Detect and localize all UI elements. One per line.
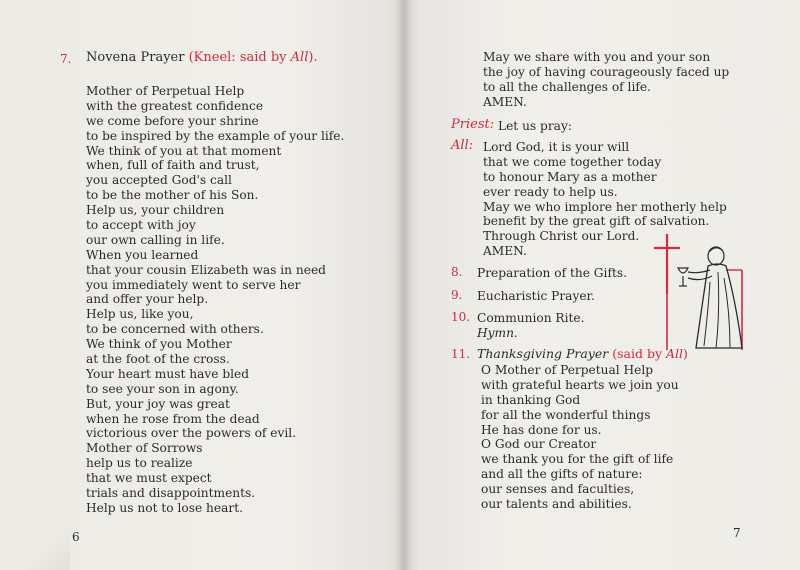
closing-line: AMEN. [483, 94, 527, 109]
page-number-right: 7 [733, 526, 741, 540]
prayer-line: But, your joy was great [86, 396, 230, 411]
item-number-7: 7. [60, 52, 72, 66]
item-number-8: 8. [451, 265, 463, 279]
heading-lead: Novena Prayer [86, 50, 185, 65]
prayer-line: Your heart must have bled [86, 366, 250, 381]
thanksgiving-line: O Mother of Perpetual Help [481, 363, 654, 377]
collect-line: Through Christ our Lord. [483, 229, 640, 244]
prayer-line: to be concerned with others. [86, 322, 264, 337]
prayer-line: at the foot of the cross. [86, 352, 230, 367]
heading-instruction-text: (Kneel: said by [188, 50, 291, 65]
heading-instruction-all: All [290, 50, 309, 65]
thanksgiving-instruction-end: ) [683, 346, 688, 361]
closing-line: the joy of having courageously faced up [483, 64, 730, 79]
thanksgiving-line: with grateful hearts we join you [481, 377, 679, 392]
thanksgiving-instruction-all: All [666, 346, 684, 361]
prayer-line: We think of you Mother [86, 337, 232, 352]
item-number-10: 10. [451, 310, 471, 324]
prayer-line: when, full of faith and trust, [86, 158, 260, 173]
prayer-line: trials and disappointments. [86, 486, 256, 501]
novena-prayer-text [86, 84, 344, 516]
collect-line: that we come together today [483, 154, 662, 169]
prayer-line: victorious over the powers of evil. [86, 426, 297, 441]
prayer-line: When you learned [86, 247, 199, 262]
priest-at-altar-with-cross-icon [650, 232, 748, 350]
collect-line: to honour Mary as a mother [483, 169, 657, 184]
item-number-9: 9. [451, 288, 463, 302]
thanksgiving-instruction-text: (said by [612, 346, 666, 361]
thanksgiving-line: our talents and abilities. [481, 497, 632, 512]
prayer-line: to see your son in agony. [86, 381, 239, 396]
prayer-line: with the greatest confidence [86, 98, 264, 113]
collect-line: May we who implore her motherly help [483, 199, 727, 214]
prayer-line: to accept with joy [86, 218, 196, 233]
item-number-11: 11. [451, 347, 471, 361]
collect-line: ever ready to help us. [483, 184, 618, 199]
closing-lines [483, 50, 729, 110]
prayer-line: our own calling in life. [86, 232, 225, 247]
collect-line: benefit by the great gift of salvation. [483, 214, 710, 229]
prayer-line: We think of you at that moment [86, 143, 282, 158]
heading-instruction [189, 50, 318, 65]
prayer-line: Help us, like you, [86, 307, 194, 322]
item-8-text: Preparation of the Gifts. [477, 266, 627, 280]
prayer-line: and offer your help. [86, 292, 209, 307]
prayer-line: you accepted God's call [86, 173, 232, 188]
heading-instruction-end: ). [308, 50, 318, 65]
prayer-line: Mother of Sorrows [86, 441, 203, 456]
prayer-line: Help us not to lose heart. [86, 500, 243, 515]
closing-line: May we share with you and your son [483, 50, 711, 64]
prayer-line: we come before your shrine [86, 113, 259, 128]
book-gutter [396, 0, 412, 570]
page-corner-shadow [0, 520, 70, 570]
collect-line: AMEN. [483, 244, 527, 259]
novena-prayer-heading [86, 50, 318, 65]
thanksgiving-prayer-text [481, 363, 679, 512]
page-number-left: 6 [72, 530, 80, 544]
thanksgiving-line: in thanking God [481, 392, 581, 407]
thanksgiving-line: He has done for us. [481, 422, 602, 437]
thanksgiving-line: O God our Creator [481, 437, 597, 452]
prayer-line: Mother of Perpetual Help [86, 84, 245, 98]
prayer-line: you immediately went to serve her [86, 277, 301, 292]
thanksgiving-line: for all the wonderful things [481, 407, 651, 422]
priest-text: Let us pray: [498, 119, 572, 133]
item-10-text: Communion Rite. [477, 311, 585, 325]
thanksgiving-line: we thank you for the gift of life [481, 452, 674, 467]
item-9-text: Eucharistic Prayer. [477, 289, 595, 303]
thanksgiving-line: and all the gifts of nature: [481, 467, 643, 482]
priest-label: Priest: [451, 117, 495, 132]
item-10-hymn: Hymn. [477, 326, 518, 340]
prayer-line: help us to realize [86, 456, 193, 471]
prayer-line: Help us, your children [86, 203, 225, 218]
thanksgiving-title: Thanksgiving Prayer [477, 346, 609, 361]
collect-line: Lord God, it is your will [483, 140, 630, 154]
closing-line: to all the challenges of life. [483, 79, 651, 94]
prayer-line: that your cousin Elizabeth was in need [86, 262, 326, 277]
prayer-line: to be the mother of his Son. [86, 188, 259, 203]
prayer-line: to be inspired by the example of your life. [86, 128, 345, 143]
thanksgiving-line: our senses and faculties, [481, 482, 635, 497]
all-label: All: [451, 138, 474, 153]
prayer-line: when he rose from the dead [86, 411, 260, 426]
prayer-line: that we must expect [86, 471, 212, 486]
